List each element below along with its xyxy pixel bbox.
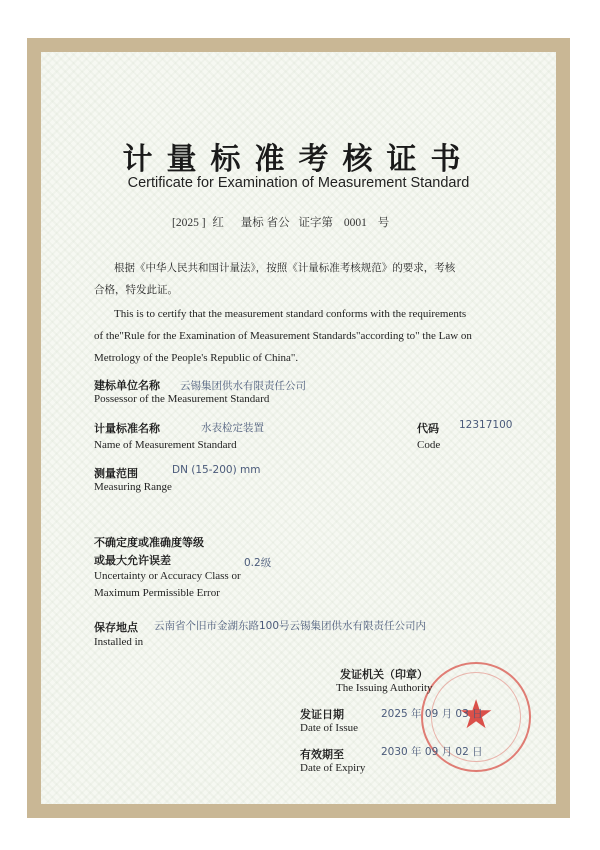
measuring-range-label-cn: 测量范围 xyxy=(94,467,138,480)
certificate-number xyxy=(172,214,389,230)
installed-value: 云南省个旧市金湖东路100号云锡集团供水有限责任公司内 xyxy=(154,620,427,632)
cert-year: [2025 ] xyxy=(172,217,206,229)
issue-date-label-cn: 发证日期 xyxy=(300,708,344,721)
possessor-label-en: Possessor of the Measurement Standard xyxy=(94,393,270,405)
issue-date-label-en: Date of Issue xyxy=(300,722,359,734)
expiry-date-label-en: Date of Expiry xyxy=(300,762,366,774)
uncertainty-label-cn-1: 不确定度或准确度等级 xyxy=(94,536,204,549)
measuring-range-value: DN (15-200) mm xyxy=(172,464,261,476)
statement-en-2: of the"Rule for the Examination of Measurement Standards"according to" the Law on xyxy=(94,330,472,342)
authority-label-cn: 发证机关（印章） xyxy=(340,668,428,681)
red-star-icon: ★ xyxy=(458,692,494,738)
cert-region: 红 xyxy=(212,217,224,229)
title-chinese: 计量标准考核证书 xyxy=(122,142,475,177)
expiry-date-label-cn: 有效期至 xyxy=(300,748,344,761)
title-english: Certificate for Examination of Measurement Standard xyxy=(127,175,470,191)
code-value: 12317100 xyxy=(459,419,513,431)
code-label-en: Code xyxy=(417,439,441,451)
expiry-date-value: 2030 年 09 月 02 日 xyxy=(381,746,483,758)
standard-name-label-en: Name of Measurement Standard xyxy=(94,439,237,451)
uncertainty-label-cn-2: 或最大允许误差 xyxy=(94,554,171,567)
issue-date-value: 2025 年 09 月 03 日 xyxy=(381,708,483,720)
code-label-cn: 代码 xyxy=(417,422,439,435)
standard-name-value: 水表检定装置 xyxy=(201,422,264,434)
cert-serial: 0001 xyxy=(343,217,367,229)
statement-en-3: Metrology of the People's Republic of China". xyxy=(94,352,299,364)
cert-suffix: 号 xyxy=(377,217,390,229)
uncertainty-label-en-2: Maximum Permissible Error xyxy=(94,587,220,599)
certificate-paper xyxy=(41,52,556,804)
statement-cn-1: 根据《中华人民共和国计量法》，按照《计量标准考核规范》的要求，考核 xyxy=(114,262,456,274)
measuring-range-label-en: Measuring Range xyxy=(94,481,172,493)
uncertainty-label-en-1: Uncertainty or Accuracy Class or xyxy=(94,570,241,582)
statement-cn-2: 合格，特发此证。 xyxy=(94,284,178,296)
statement-en-1: This is to certify that the measurement standard conforms with the requirements xyxy=(114,308,467,320)
cert-word: 证字第 xyxy=(298,217,334,229)
authority-label-en: The Issuing Authority xyxy=(336,682,433,694)
installed-label-en: Installed in xyxy=(94,636,144,648)
cert-type: 量标 省公 xyxy=(240,217,290,229)
possessor-value: 云锡集团供水有限责任公司 xyxy=(180,380,306,392)
possessor-label-cn: 建标单位名称 xyxy=(94,379,160,392)
installed-label-cn: 保存地点 xyxy=(94,621,138,634)
standard-name-label-cn: 计量标准名称 xyxy=(94,422,160,435)
uncertainty-value: 0.2级 xyxy=(244,557,272,569)
certificate-border xyxy=(27,38,570,818)
